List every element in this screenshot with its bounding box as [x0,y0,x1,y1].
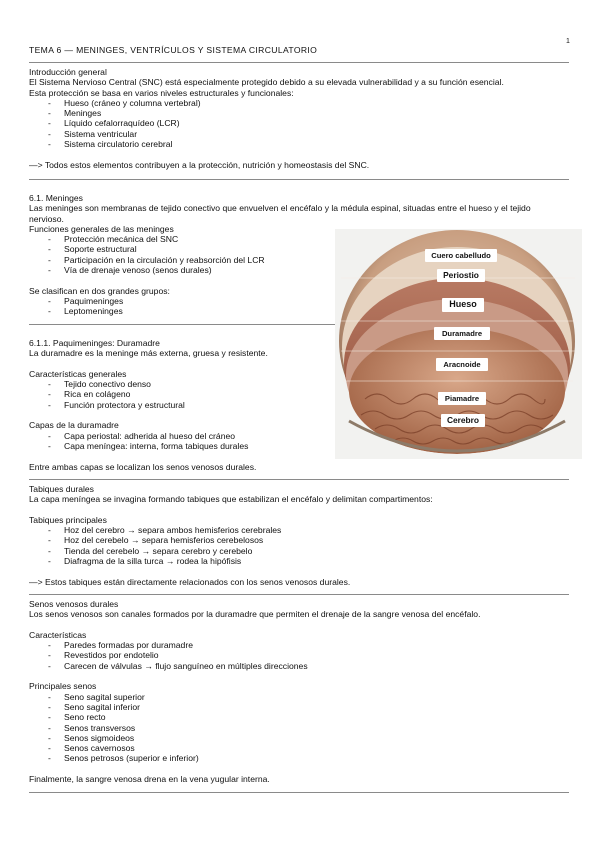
list-item: - Carecen de válvulas → flujo sanguíneo en múltiples direcciones [29,661,569,671]
meninges-line-1: Las meninges son membranas de tejido conectivo que envuelven el encéfalo y la médula espinal, situadas entre el hueso y el tejido [29,203,531,214]
meninges-layers-figure [335,229,582,459]
tabiques-heading: Tabiques durales [29,484,94,494]
list-item: - Soporte estructural [29,244,569,254]
list-item: - Senos petrosos (superior e inferior) [29,753,569,763]
intro-line-2: Esta protección se basa en varios niveles estructurales y funcionales: [29,87,294,98]
divider [29,792,569,793]
list-item: - Tejido conectivo denso [29,379,569,389]
tabiques-line-1: La capa meníngea se invagina formando tabiques que estabilizan el encéfalo y delimitan compartimentos: [29,494,433,505]
tabiques-section [29,484,569,587]
duramadre-line-1: La duramadre es la meninge más externa, gruesa y resistente. [29,348,268,359]
senos-main-list [29,692,569,764]
groups-heading: Se clasifican en dos grandes grupos: [29,285,170,296]
label-duramadre: Duramadre [434,327,490,340]
intro-line-1: El Sistema Nervioso Central (SNC) está especialmente protegido debido a su elevada vulnerabilidad y a su función esencial. [29,77,504,88]
list-item: - Revestidos por endotelio [29,650,569,660]
list-item: - Diafragma de la silla turca → rodea la hipófisis [29,556,569,566]
list-item: - Vía de drenaje venoso (senos durales) [29,265,569,275]
page-title: TEMA 6 — MENINGES, VENTRÍCULOS Y SISTEMA CIRCULATORIO [29,45,318,55]
senos-chars-heading: Características [29,629,87,640]
senos-chars-list [29,640,569,671]
meninges-line-2: nervioso. [29,213,64,224]
list-item: - Sistema ventricular [29,129,569,139]
label-periostio: Periostio [437,269,485,282]
label-aracnoide: Aracnoide [436,358,488,371]
duramadre-heading: 6.1.1. Paquimeninges: Duramadre [29,338,160,348]
list-item: - Senos transversos [29,723,569,733]
divider [29,594,569,595]
list-item: - Capa periostal: adherida al hueso del cráneo [29,431,569,441]
tabiques-conclusion: —> Estos tabiques están directamente relacionados con los senos venosos durales. [29,576,351,587]
divider [29,479,569,480]
list-item: - Seno sagital superior [29,692,569,702]
intro-heading: Introducción general [29,67,107,77]
label-hueso: Hueso [442,298,484,312]
label-cuero-cabelludo: Cuero cabelludo [425,249,497,262]
intro-conclusion: —> Todos estos elementos contribuyen a la protección, nutrición y homeostasis del SNC. [29,159,370,170]
list-item: - Meninges [29,108,569,118]
list-item: - Paredes formadas por duramadre [29,640,569,650]
list-item: - Rica en colágeno [29,389,569,399]
functions-heading: Funciones generales de las meninges [29,223,174,234]
tabiques-sub-heading: Tabiques principales [29,514,107,525]
list-item: - Seno sagital inferior [29,702,569,712]
duramadre-chars-heading: Características generales [29,368,127,379]
meninges-heading: 6.1. Meninges [29,193,83,203]
list-item: - Hueso (cráneo y columna vertebral) [29,98,569,108]
protection-list [29,98,569,149]
layers-heading: Capas de la duramadre [29,420,119,431]
list-item: - Senos cavernosos [29,743,569,753]
list-item: - Hoz del cerebelo → separa hemisferios cerebelosos [29,535,569,545]
list-item: - Sistema circulatorio cerebral [29,139,569,149]
list-item: - Senos sigmoideos [29,733,569,743]
list-item: - Tienda del cerebelo → separa cerebro y cerebelo [29,546,569,556]
page-number: 1 [566,38,570,45]
senos-line-1: Los senos venosos son canales formados por la duramadre que permiten el drenaje de la sangre venosa del encéfalo. [29,609,481,620]
list-item: - Seno recto [29,712,569,722]
list-item: - Capa meníngea: interna, forma tabiques durales [29,441,569,451]
list-item: - Función protectora y estructural [29,400,569,410]
list-item: - Líquido cefalorraquídeo (LCR) [29,118,569,128]
intro-section [29,67,569,170]
list-item: - Protección mecánica del SNC [29,234,569,244]
duramadre-conclusion: Entre ambas capas se localizan los senos venosos durales. [29,461,257,472]
list-item: - Participación en la circulación y reabsorción del LCR [29,255,569,265]
list-item: - Leptomeninges [29,306,569,316]
senos-main-heading: Principales senos [29,681,97,692]
label-cerebro: Cerebro [441,414,485,427]
senos-section [29,599,569,784]
senos-conclusion: Finalmente, la sangre venosa drena en la vena yugular interna. [29,774,270,785]
label-piamadre: Piamadre [438,392,486,405]
tabiques-list [29,525,569,566]
list-item: - Hoz del cerebro → separa ambos hemisferios cerebrales [29,525,569,535]
divider [29,179,569,180]
divider [29,62,569,63]
list-item: - Paquimeninges [29,296,569,306]
senos-heading: Senos venosos durales [29,599,119,609]
